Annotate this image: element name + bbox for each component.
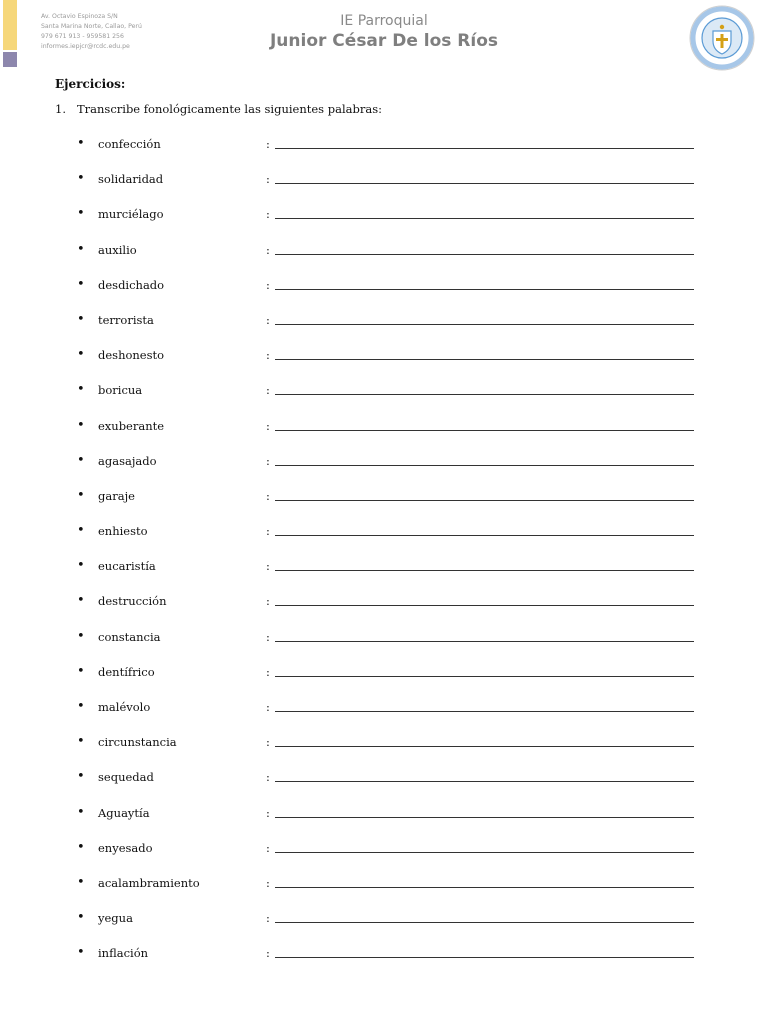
question-number: 1. [55,102,66,116]
word-label: terrorista [98,312,154,327]
address-line: Santa Marina Norte, Callao, Perú [41,23,142,30]
colon-separator: : [266,875,270,890]
bullet: • [77,663,85,679]
bullet: • [77,487,85,503]
address-line: informes.iepjcr@rcdc.edu.pe [41,43,130,50]
list-item [0,487,768,522]
word-label: enhiesto [98,524,148,539]
bullet: • [77,523,85,539]
list-item [0,170,768,205]
answer-line[interactable] [275,817,694,818]
address-line: 979 671 913 - 959581 256 [41,33,124,40]
colon-separator: : [266,277,270,292]
school-name: Junior César De los Ríos [269,31,499,51]
word-label: desdichado [98,277,165,292]
question-text: Transcribe fonológicamente las siguientes palabras: [77,102,382,116]
list-item [0,311,768,346]
answer-line[interactable] [275,183,694,184]
list-item [0,874,768,909]
list-item [0,557,768,592]
answer-line[interactable] [275,500,694,501]
colon-separator: : [266,383,270,398]
answer-line[interactable] [275,289,694,290]
bullet: • [77,417,85,433]
answer-line[interactable] [275,957,694,958]
bullet: • [77,804,85,820]
colon-separator: : [266,453,270,468]
bullet: • [77,945,85,961]
bullet: • [77,593,85,609]
word-label: malévolo [98,700,151,714]
word-label: constancia [98,629,161,644]
answer-line[interactable] [275,676,694,677]
accent-bar-purple [3,52,17,67]
colon-separator: : [266,488,270,503]
answer-line[interactable] [275,218,694,219]
colon-separator: : [266,946,270,961]
list-item [0,592,768,627]
bullet: • [77,452,85,468]
list-item [0,944,768,979]
word-label: solidaridad [98,172,164,187]
answer-line[interactable] [275,711,694,712]
word-label: deshonesto [98,348,165,363]
bullet: • [77,769,85,785]
list-item [0,417,768,452]
answer-line[interactable] [275,465,694,466]
school-prefix: IE Parroquial [340,13,428,29]
colon-separator: : [266,629,270,644]
school-title [0,12,768,51]
word-label: dentífrico [98,664,155,679]
address-line: Av. Octavio Espinoza S/N [41,13,118,20]
word-label: sequedad [98,770,154,785]
word-label: auxilio [98,242,137,257]
colon-separator: : [266,242,270,257]
answer-line[interactable] [275,641,694,642]
word-label: agasajado [98,453,157,468]
answer-line[interactable] [275,605,694,606]
bullet: • [77,734,85,750]
list-item [0,768,768,803]
colon-separator: : [266,735,270,750]
word-label: circunstancia [98,735,177,750]
bullet: • [77,382,85,398]
word-label: garaje [98,488,135,503]
colon-separator: : [266,559,270,574]
list-item [0,276,768,311]
colon-separator: : [266,172,270,187]
list-item [0,804,768,839]
word-label: acalambramiento [98,875,200,890]
colon-separator: : [266,911,270,926]
list-item [0,452,768,487]
answer-line[interactable] [275,254,694,255]
word-label: yegua [98,911,133,926]
list-item [0,135,768,170]
word-list [0,135,768,980]
bullet: • [77,910,85,926]
colon-separator: : [266,770,270,785]
bullet: • [77,839,85,855]
answer-line[interactable] [275,394,694,395]
colon-separator: : [266,207,270,222]
bullet: • [77,558,85,574]
answer-line[interactable] [275,359,694,360]
word-label: exuberante [98,418,165,433]
answer-line[interactable] [275,535,694,536]
answer-line[interactable] [275,852,694,853]
list-item [0,839,768,874]
colon-separator: : [266,137,270,151]
answer-line[interactable] [275,887,694,888]
colon-separator: : [266,664,270,679]
word-label: destrucción [98,594,167,609]
colon-separator: : [266,805,270,820]
bullet: • [77,628,85,644]
bullet: • [77,347,85,363]
list-item [0,909,768,944]
word-label: boricua [98,383,143,398]
bullet: • [77,206,85,222]
list-item [0,698,768,733]
bullet: • [77,874,85,890]
answer-line[interactable] [275,570,694,571]
answer-line[interactable] [275,922,694,923]
word-label: murciélago [98,207,164,222]
answer-line[interactable] [275,746,694,747]
bullet: • [77,276,85,292]
colon-separator: : [266,594,270,609]
colon-separator: : [266,312,270,327]
answer-line[interactable] [275,148,694,149]
bullet: • [77,311,85,327]
question-1 [55,102,382,116]
colon-separator: : [266,418,270,433]
word-label: Aguaytía [98,805,150,820]
word-label: confección [98,137,161,151]
answer-line[interactable] [275,430,694,431]
colon-separator: : [266,840,270,855]
list-item [0,381,768,416]
answer-line[interactable] [275,781,694,782]
answer-line[interactable] [275,324,694,325]
colon-separator: : [266,700,270,714]
school-seal-icon [689,5,755,71]
bullet: • [77,241,85,257]
word-label: enyesado [98,840,153,855]
list-item [0,733,768,768]
bullet: • [77,699,85,714]
colon-separator: : [266,348,270,363]
list-item [0,241,768,276]
word-label: eucaristía [98,559,156,574]
colon-separator: : [266,524,270,539]
list-item [0,205,768,240]
list-item [0,663,768,698]
list-item [0,346,768,381]
list-item [0,522,768,557]
bullet: • [77,171,85,187]
exercises-heading: Ejercicios: [55,77,126,91]
bullet: • [77,136,85,151]
word-label: inflación [98,946,149,961]
list-item [0,628,768,663]
